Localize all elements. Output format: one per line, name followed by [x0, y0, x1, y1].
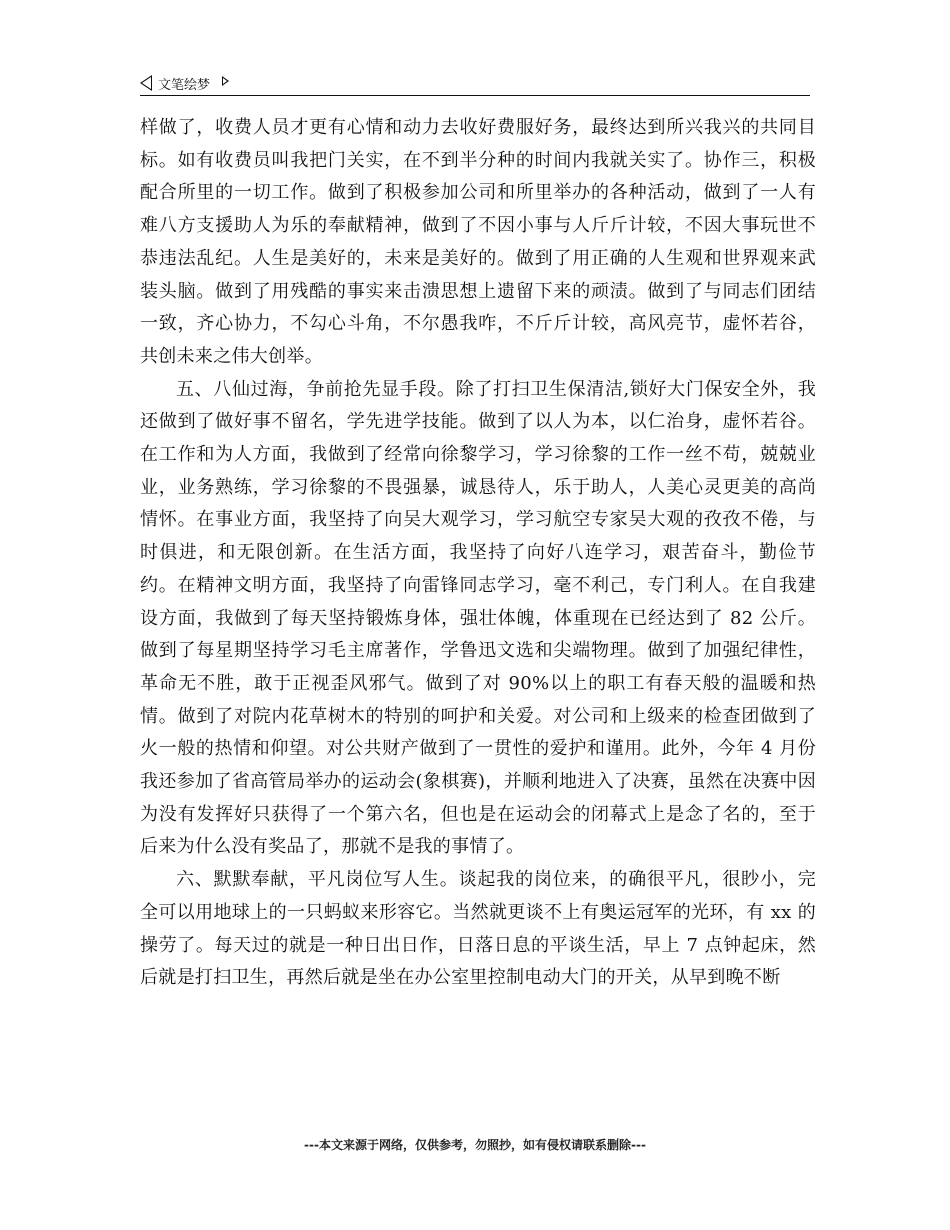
header-title: 文笔绘梦	[158, 77, 211, 93]
triangle-left-icon	[140, 75, 152, 91]
paragraph-section-six: 六、默默奉献，平凡岗位写人生。谈起我的岗位来，的确很平凡，很眇小，完全可以用地球上的一只蚂蚁来形容它。当然就更谈不上有奥运冠军的光环，有 xx 的操劳了。每天过的就是一种日出日作，日落日息的平谈生活，早上 7 点钟起床，然后就是打扫卫生，再然后就是坐在办公室里控制电动大门的开关，从早到晚不断	[140, 869, 816, 989]
paragraph-continued: 样做了，收费人员才更有心情和动力去收好费服好务，最终达到所兴我兴的共同目标。如有收费员叫我把门关实，在不到半分种的时间内我就关实了。协作三，积极配合所里的一切工作。做到了积极参加公司和所里举办的各种活动，做到了一人有难八方支援助人为乐的奉献精神，做到了不因小事与人斤斤计较，不因大事玩世不恭违法乱纪。人生是美好的，未来是美好的。做到了用正确的人生观和世界观来武装头脑。做到了用残酷的事实来击溃思想上遗留下来的顽渍。做到了与同志们团结一致，齐心协力，不勾心斗角，不尔愚我咋，不斤斤计较，高风亮节，虚怀若谷，共创未来之伟大创举。	[140, 117, 816, 367]
page-header	[140, 72, 810, 94]
header-divider	[140, 95, 810, 96]
paragraph-section-five: 五、八仙过海，争前抢先显手段。除了打扫卫生保清洁,锁好大门保安全外，我还做到了做好事不留名，学先进学技能。做到了以人为本，以仁治身，虚怀若谷。在工作和为人方面，我做到了经常向徐黎学习，学习徐黎的工作一丝不苟，兢兢业业，业务熟练，学习徐黎的不畏强暴，诚恳待人，乐于助人，人美心灵更美的高尚情怀。在事业方面，我坚持了向吴大观学习，学习航空专家吴大观的孜孜不倦，与时俱进，和无限创新。在生活方面，我坚持了向好八连学习，艰苦奋斗，勤俭节约。在精神文明方面，我坚持了向雷锋同志学习，毫不利己，专门利人。在自我建设方面，我做到了每天坚持锻炼身体，强壮体魄，体重现在已经达到了 82 公斤。做到了每星期坚持学习毛主席著作，学鲁迅文选和尖端物理。做到了加强纪律性，革命无不胜，敢于正视歪风邪气。做到了对 90%以上的职工有春天般的温暖和热情。做到了对院内花草树木的特别的呵护和关爱。对公司和上级来的检查团做到了火一般的热情和仰望。对公共财产做到了一贯性的爱护和谨用。此外，今年 4 月份我还参加了省高管局举办的运动会(象棋赛)，并顺利地进入了决赛，虽然在决赛中因为没有发挥好只获得了一个第六名，但也是在运动会的闭幕式上是念了名的，至于后来为什么没有奖品了，那就不是我的事情了。	[140, 378, 816, 858]
document-body	[140, 112, 816, 995]
triangle-right-icon	[222, 76, 229, 86]
footer-notice: ---本文来源于网络，仅供参考，勿照抄，如有侵权请联系删除---	[304, 1138, 646, 1152]
